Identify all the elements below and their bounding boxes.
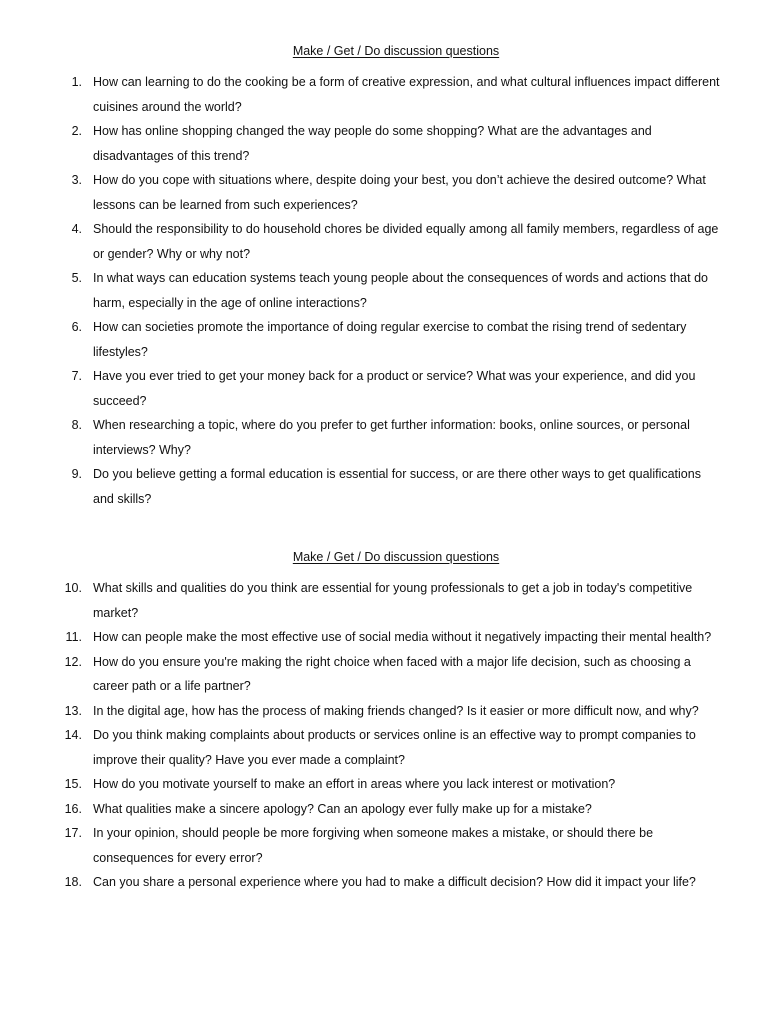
question-number: 7. (71, 369, 82, 383)
question-item (0, 315, 768, 364)
question-text: How can people make the most effective use of social media without it negatively impacting their mental health? (93, 630, 712, 644)
question-item (0, 821, 768, 870)
question-text: How do you motivate yourself to make an effort in areas where you lack interest or motivation? (93, 777, 616, 791)
question-number: 9. (71, 467, 82, 481)
question-list (0, 576, 768, 895)
question-number: 8. (71, 418, 82, 432)
question-text: How do you cope with situations where, despite doing your best, you don’t achieve the desired outcome? What lessons can be learned from such experiences? (93, 173, 706, 212)
question-number: 11. (65, 630, 82, 644)
question-number: 2. (71, 124, 82, 138)
question-number: 10. (64, 581, 82, 595)
question-text: In the digital age, how has the process of making friends changed? Is it easier or more difficult now, and why? (93, 703, 699, 718)
question-number: 5. (71, 271, 82, 285)
question-item (0, 462, 768, 511)
question-text: What qualities make a sincere apology? Can an apology ever fully make up for a mistake? (93, 801, 592, 816)
question-item (0, 364, 768, 413)
section-heading: Make / Get / Do discussion questions (292, 550, 500, 564)
question-text: Do you believe getting a formal education is essential for success, or are there other ways to get qualifications and skills? (93, 467, 701, 506)
question-item (0, 797, 768, 822)
question-item (0, 413, 768, 462)
question-number: 12. (64, 654, 82, 669)
question-text: Should the responsibility to do household chores be divided equally among all family members, regardless of age or gender? Why or why not? (93, 222, 719, 261)
question-text: How do you ensure you're making the right choice when faced with a major life decision, such as choosing a career path or a life partner? (93, 654, 691, 693)
question-section-2 (0, 548, 768, 895)
question-number: 18. (64, 875, 82, 889)
question-text: Can you share a personal experience where you had to make a difficult decision? How did it impact your life? (93, 875, 696, 889)
question-item (0, 119, 768, 168)
question-item (0, 772, 768, 797)
question-text: Do you think making complaints about products or services online is an effective way to prompt companies to improve their quality? Have you ever made a complaint? (93, 728, 696, 767)
question-item (0, 870, 768, 895)
question-item (0, 266, 768, 315)
question-item (0, 723, 768, 772)
question-text: In what ways can education systems teach young people about the consequences of words and actions that do harm, especially in the age of online interactions? (93, 271, 708, 310)
question-text: When researching a topic, where do you prefer to get further information: books, online sources, or personal interviews? Why? (93, 418, 690, 457)
question-number: 1. (71, 75, 82, 89)
question-list (0, 70, 768, 511)
question-number: 17. (64, 826, 82, 840)
question-number: 15. (64, 777, 82, 791)
question-text: What skills and qualities do you think are essential for young professionals to get a job in today's competitive market? (93, 581, 693, 620)
question-item (0, 576, 768, 625)
question-text: How can learning to do the cooking be a form of creative expression, and what cultural influences impact different cuisines around the world? (93, 75, 720, 114)
question-item (0, 650, 768, 699)
question-number: 14. (64, 728, 82, 742)
question-item (0, 70, 768, 119)
question-number: 16. (64, 801, 82, 816)
question-number: 4. (71, 222, 82, 236)
question-text: In your opinion, should people be more forgiving when someone makes a mistake, or should there be consequences for every error? (93, 826, 654, 865)
question-item (0, 625, 768, 650)
section-heading: Make / Get / Do discussion questions (292, 44, 500, 58)
question-number: 3. (71, 173, 82, 187)
question-item (0, 168, 768, 217)
question-item (0, 699, 768, 724)
question-text: Have you ever tried to get your money back for a product or service? What was your experience, and did you succeed? (93, 369, 696, 408)
question-number: 13. (64, 703, 82, 718)
question-text: How has online shopping changed the way people do some shopping? What are the advantages and disadvantages of this trend? (93, 124, 652, 163)
question-section-1 (0, 42, 768, 511)
question-text: How can societies promote the importance of doing regular exercise to combat the rising trend of sedentary lifestyles? (93, 320, 687, 359)
question-number: 6. (71, 320, 82, 334)
question-item (0, 217, 768, 266)
